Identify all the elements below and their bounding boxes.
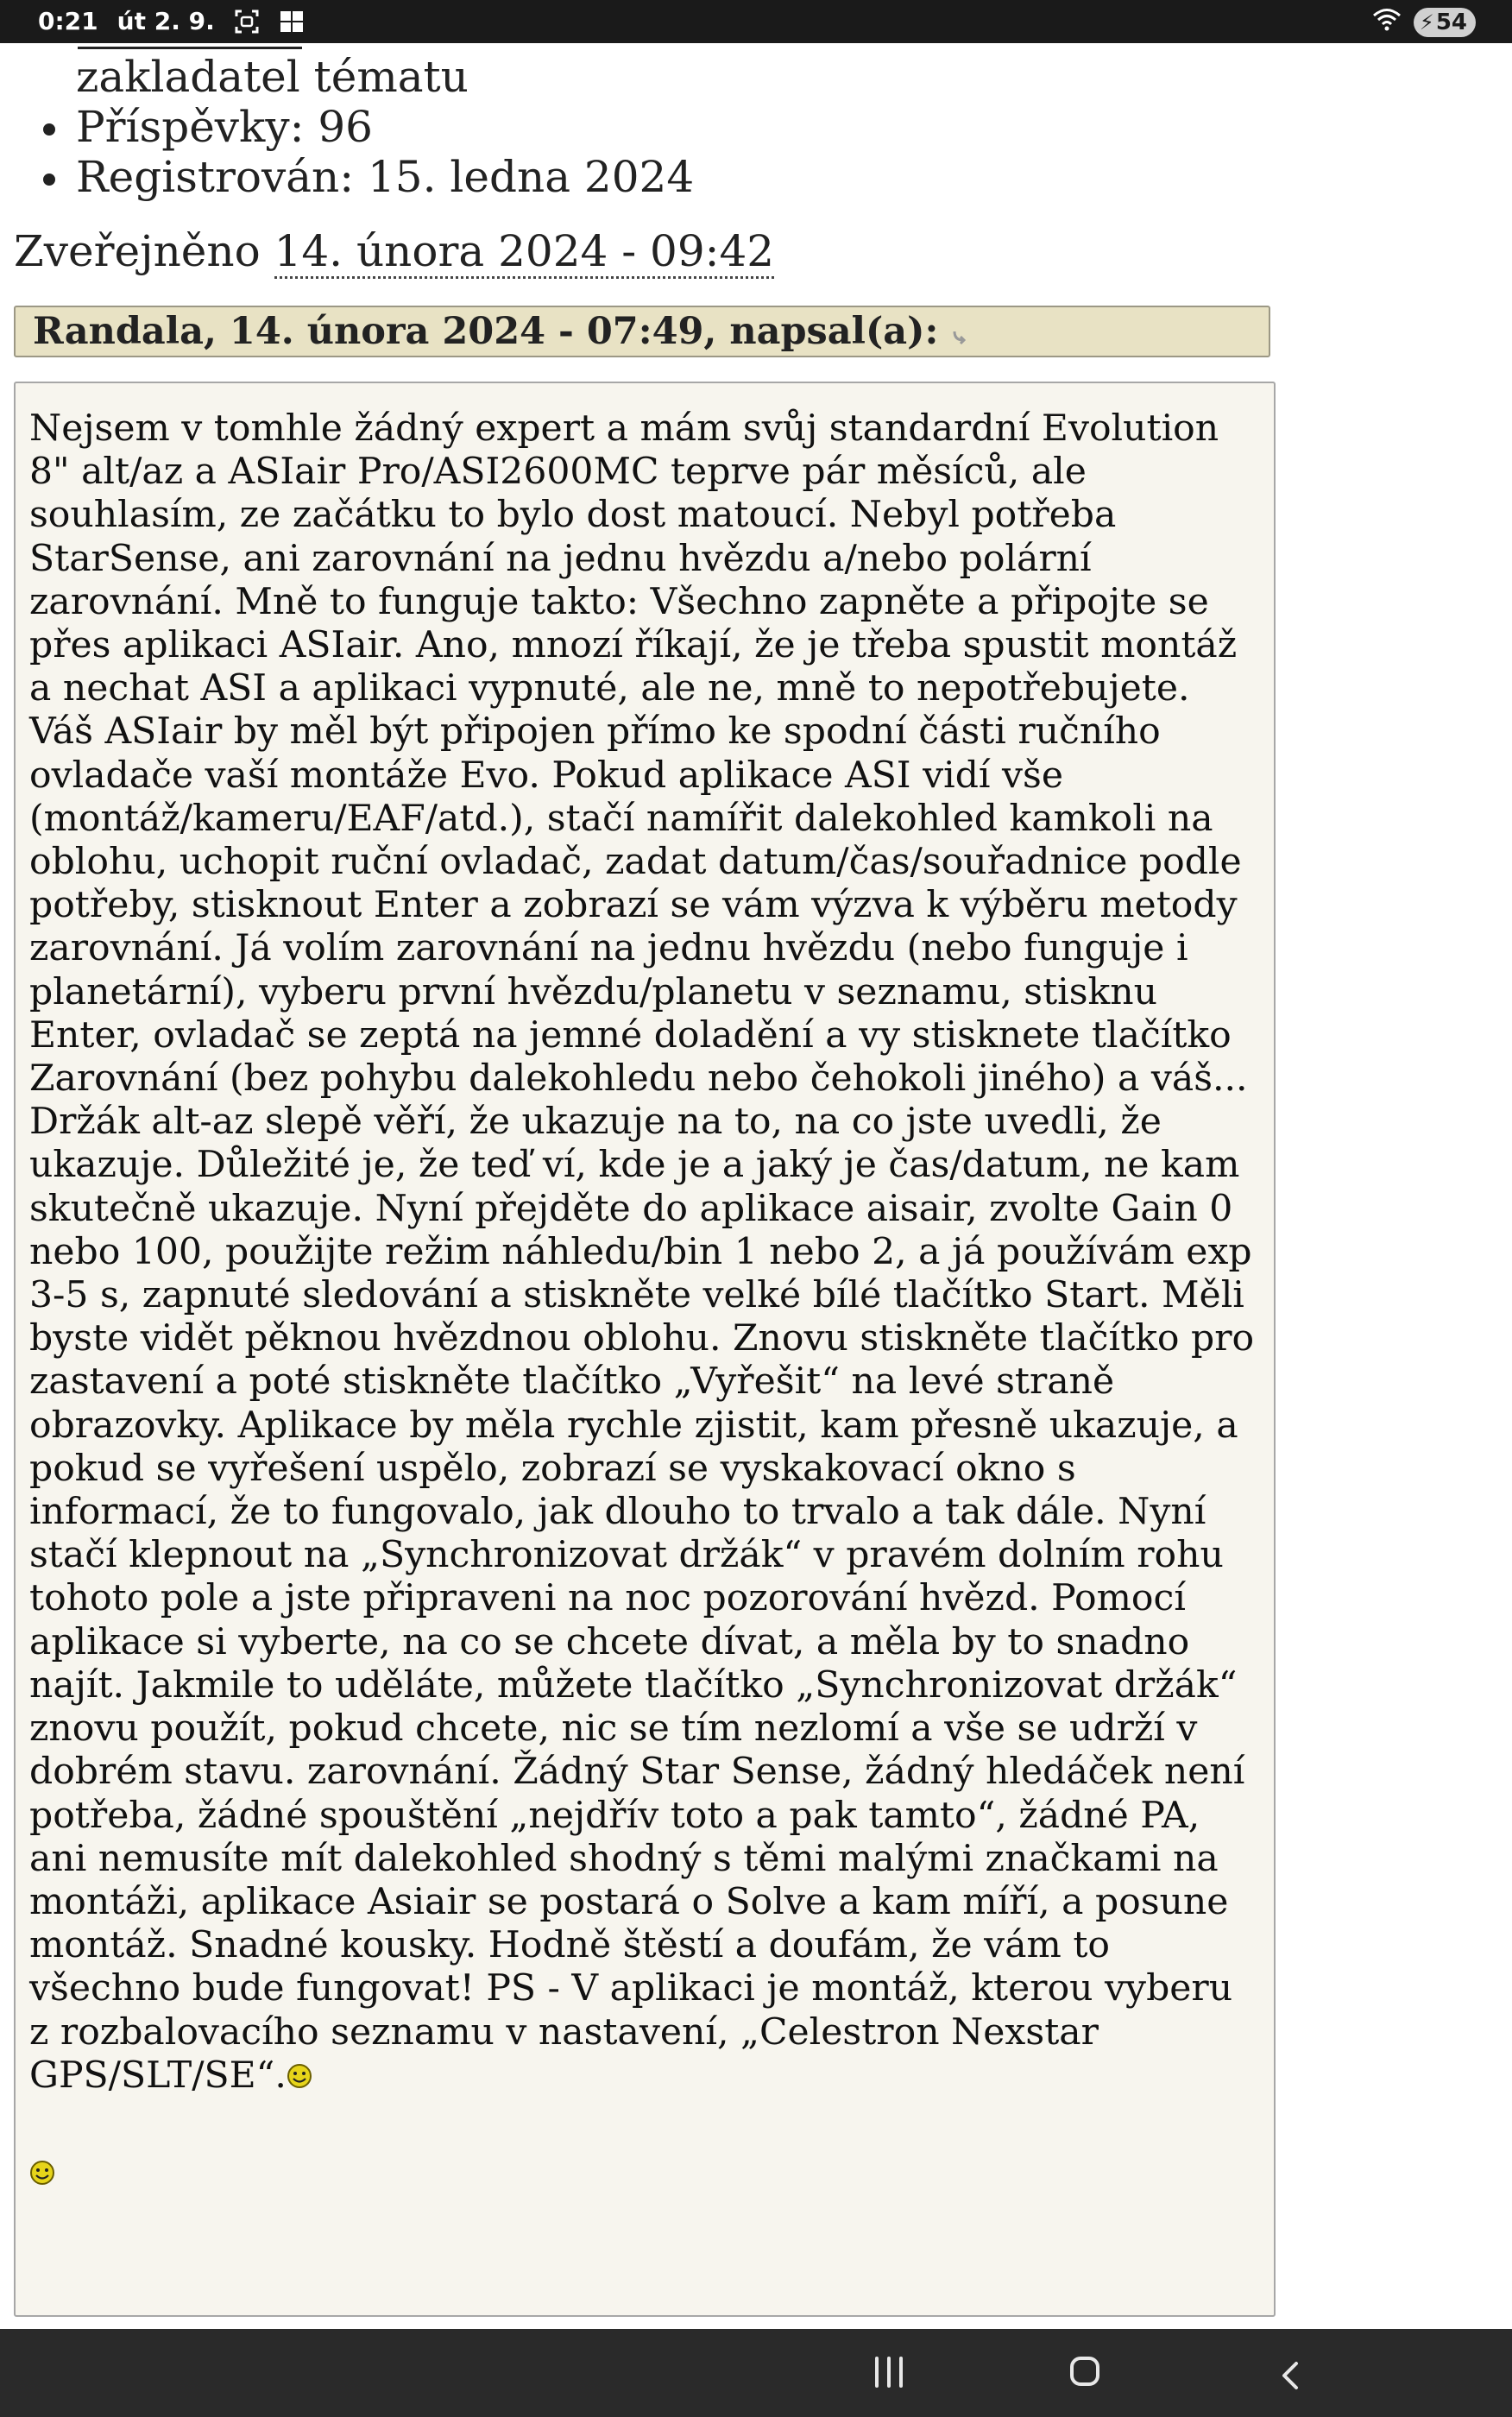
status-right bbox=[1372, 7, 1476, 37]
status-date: út 2. 9. bbox=[117, 7, 215, 35]
navigation-bar bbox=[0, 2329, 1512, 2417]
wifi-icon bbox=[1372, 7, 1402, 37]
author-posts: Příspěvky: 96 bbox=[0, 102, 694, 152]
quote-body bbox=[14, 382, 1276, 2317]
author-profile-list bbox=[0, 52, 694, 202]
quote-paragraph bbox=[29, 407, 1260, 2098]
recent-apps-icon[interactable] bbox=[873, 2357, 904, 2389]
author-role: zakladatel tématu bbox=[76, 52, 469, 102]
quote-link-icon[interactable] bbox=[951, 309, 970, 328]
published-label: Zveřejněno bbox=[14, 226, 274, 276]
battery-level: 54 bbox=[1435, 9, 1467, 35]
quote-header bbox=[14, 306, 1270, 357]
page-content bbox=[0, 43, 1512, 2329]
home-icon[interactable] bbox=[1070, 2357, 1099, 2386]
screenshot-icon bbox=[234, 9, 260, 35]
quote-author: Randala, 14. února 2024 - 07:49, napsal(a): bbox=[33, 310, 939, 353]
quote-text: Nejsem v tomhle žádný expert a mám svůj standardní Evolution 8" alt/az a ASIair Pro/ASI2600MC teprve pár měsíců, ale souhlasím, ze začátku to bylo dost matoucí. Nebyl potřeba StarSense, ani zarovnání na jednu hvězdu a/nebo polární zarovnání. Mně to funguje takto: Všechno zapněte a připojte se přes aplikaci ASIair. Ano, mnozí říkají, že je třeba spustit montáž a nechat ASI a aplikaci vypnuté, ale ne, mně to nepotřebujete. Váš ASIair by měl být připojen přímo ke spodní části ručního ovladače vaší montáže Evo. Pokud aplikace ASI vidí vše (montáž/kameru/EAF/atd.), stačí namířit dalekohled kamkoli na oblohu, uchopit ruční ovladač, zadat datum/čas/souřadnice podle potřeby, stisknout Enter a zobrazí se vám výzva k výběru metody zarovnání. Já volím zarovnání na jednu hvězdu (nebo funguje i planetární), vyberu první hvězdu/planetu v seznamu, stisknu Enter, ovladač se zeptá na jemné doladění a vy stisknete tlačítko Zarovnání (bez pohybu dalekohledu nebo čehokoli jiného) a váš... Držák alt-az slepě věří, že ukazuje na to, na co jste uvedli, že ukazuje. Důležité je, že teď ví, kde je a jaký je čas/datum, ne kam skutečně ukazuje. Nyní přejděte do aplikace aisair, zvolte Gain 0 nebo 100, použijte režim náhledu/bin 1 nebo 2, a já používám exp 3-5 s, zapnuté sledování a stiskněte velké bílé tlačítko Start. Měli byste vidět pěknou hvězdnou oblohu. Znovu stiskněte tlačítko pro zastavení a poté stiskněte tlačítko „Vyřešit“ na levé straně obrazovky. Aplikace by měla rychle zjistit, kam přesně ukazuje, a pokud se vyřešení uspělo, zobrazí se vyskakovací okno s informací, že to fungovalo, jak dlouho to trvalo a tak dále. Nyní stačí klepnout na „Synchronizovat držák“ v pravém dolním rohu tohoto pole a jste připraveni na noc pozorování hvězd. Pomocí aplikace si vyberte, na co se chcete dívat, a měla by to snadno najít. Jakmile to uděláte, můžete tlačítko „Synchronizovat držák“ znovu použít, pokud chcete, nic se tím nezlomí a vše se udrží v dobrém stavu. zarovnání. Žádný Star Sense, žádný hledáček není potřeba, žádné spouštění „nejdřív toto a pak tamto“, žádné PA, ani nemusíte mít dalekohled shodný s těmi malými značkami na montáži, aplikace Asiair se postará o Solve a kam míří, a posune montáž. Snadné kousky. Hodně štěstí a doufám, že vám to všechno bude fungovat! PS - V aplikaci je montáž, kterou vyberu z rozbalovacího seznamu v nastavení, „Celestron Nexstar GPS/SLT/SE“. bbox=[29, 407, 1255, 2097]
gallery-icon bbox=[279, 9, 305, 35]
cropped-username-underline bbox=[78, 43, 302, 49]
battery-icon bbox=[1414, 8, 1476, 37]
smiley-icon bbox=[29, 2153, 55, 2179]
status-left bbox=[38, 7, 305, 35]
status-bar bbox=[0, 0, 1512, 43]
published-date-link[interactable]: 14. února 2024 - 09:42 bbox=[274, 226, 775, 279]
author-registered: Registrován: 15. ledna 2024 bbox=[0, 152, 694, 202]
back-icon[interactable] bbox=[1274, 2358, 1308, 2393]
battery-bolt-icon: ⚡ bbox=[1419, 9, 1434, 35]
smiley-icon bbox=[287, 2056, 312, 2082]
status-time: 0:21 bbox=[38, 7, 98, 35]
post-published bbox=[14, 226, 774, 276]
